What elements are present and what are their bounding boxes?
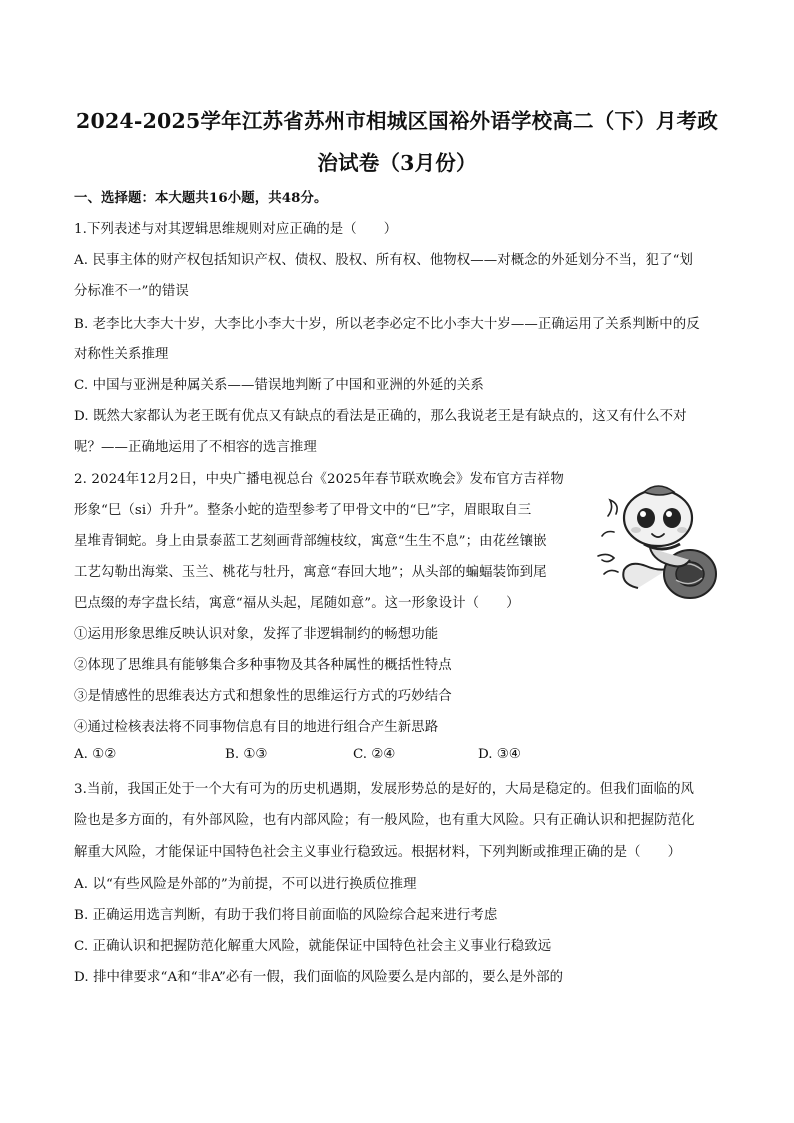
q1-option-b-line-2: 对称性关系推理 [74,347,169,362]
q2-statement-1: ①运用形象思维反映认识对象，发挥了非逻辑制约的畅想功能 [74,627,439,642]
q3-option-c: C. 正确认识和把握防范化解重大风险，就能保证中国特色社会主义事业行稳致远 [74,939,552,954]
q2-choice-c: C. ②④ [353,747,396,762]
q3-option-b: B. 正确运用选言判断，有助于我们将目前面临的风险综合起来进行考虑 [74,908,498,923]
q2-stem-line-3: 星堆青铜蛇。身上由景泰蓝工艺刻画背部缠枝纹，寓意“生生不息”；由花丝镶嵌 [74,534,547,549]
q2-stem-line-5: 巴点缀的寿字盘长结，寓意“福从头起，尾随如意”。这一形象设计（ ） [74,596,520,611]
q1-option-d-line-1: D. 既然大家都认为老王既有优点又有缺点的看法是正确的，那么我说老王是有缺点的，这又有什么不对 [74,409,687,424]
q1-stem: 1.下列表述与对其逻辑思维规则对应正确的是（ ） [74,222,398,237]
q2-choice-b: B. ①③ [225,747,268,762]
exam-title-line-2: 治试卷（3月份） [317,151,477,175]
q3-stem-line-3: 解重大风险，才能保证中国特色社会主义事业行稳致远。根据材料，下列判断或推理正确的是（ ） [74,845,682,860]
q2-statement-2: ②体现了思维具有能够集合多种事物及其各种属性的概括性特点 [74,658,452,673]
q1-option-a-line-2: 分标准不一”的错误 [74,284,189,299]
q1-option-d-line-2: 呢？——正确地运用了不相容的选言推理 [74,440,317,455]
q2-stem-line-2: 形象“巳（si）升升”。整条小蛇的造型参考了甲骨文中的“巳”字，眉眼取自三 [74,503,532,518]
q2-stem-line-4: 工艺勾勒出海棠、玉兰、桃花与牡丹，寓意“春回大地”；从头部的蝙蝠装饰到尾 [74,565,547,580]
q1-option-c: C. 中国与亚洲是种属关系——错误地判断了中国和亚洲的外延的关系 [74,378,484,393]
section-heading: 一、选择题：本大题共16小题，共48分。 [74,190,328,206]
q2-stem-line-1: 2. 2024年12月2日，中央广播电视总台《2025年春节联欢晚会》发布官方吉祥物 [74,472,564,487]
q1-option-b-line-1: B. 老李比大李大十岁，大李比小李大十岁，所以老李必定不比小李大十岁——正确运用了关系判断中的反 [74,317,700,332]
q3-option-a: A. 以“有些风险是外部的”为前提，不可以进行换质位推理 [74,877,417,892]
q3-stem-line-1: 3.当前，我国正处于一个大有可为的历史机遇期，发展形势总的是好的，大局是稳定的。但我们面临的风 [74,782,695,797]
q3-stem-line-2: 险也是多方面的，有外部风险，也有内部风险；有一般风险，也有重大风险。只有正确认识和把握防范化 [74,813,695,828]
q2-choice-d: D. ③④ [478,747,521,762]
q2-statement-3: ③是情感性的思维表达方式和想象性的思维运行方式的巧妙结合 [74,689,452,704]
exam-title-line-1: 2024-2025学年江苏省苏州市相城区国裕外语学校高二（下）月考政 [76,109,718,133]
q3-option-d: D. 排中律要求“A和“非A”必有一假，我们面临的风险要么是内部的，要么是外部的 [74,970,564,985]
q2-statement-4: ④通过检核表法将不同事物信息有目的地进行组合产生新思路 [74,720,439,735]
snake-mascot-image [592,478,722,606]
q1-option-a-line-1: A. 民事主体的财产权包括知识产权、债权、股权、所有权、他物权——对概念的外延划分不当，犯了“划 [74,253,694,268]
q2-choice-a: A. ①② [74,747,117,762]
